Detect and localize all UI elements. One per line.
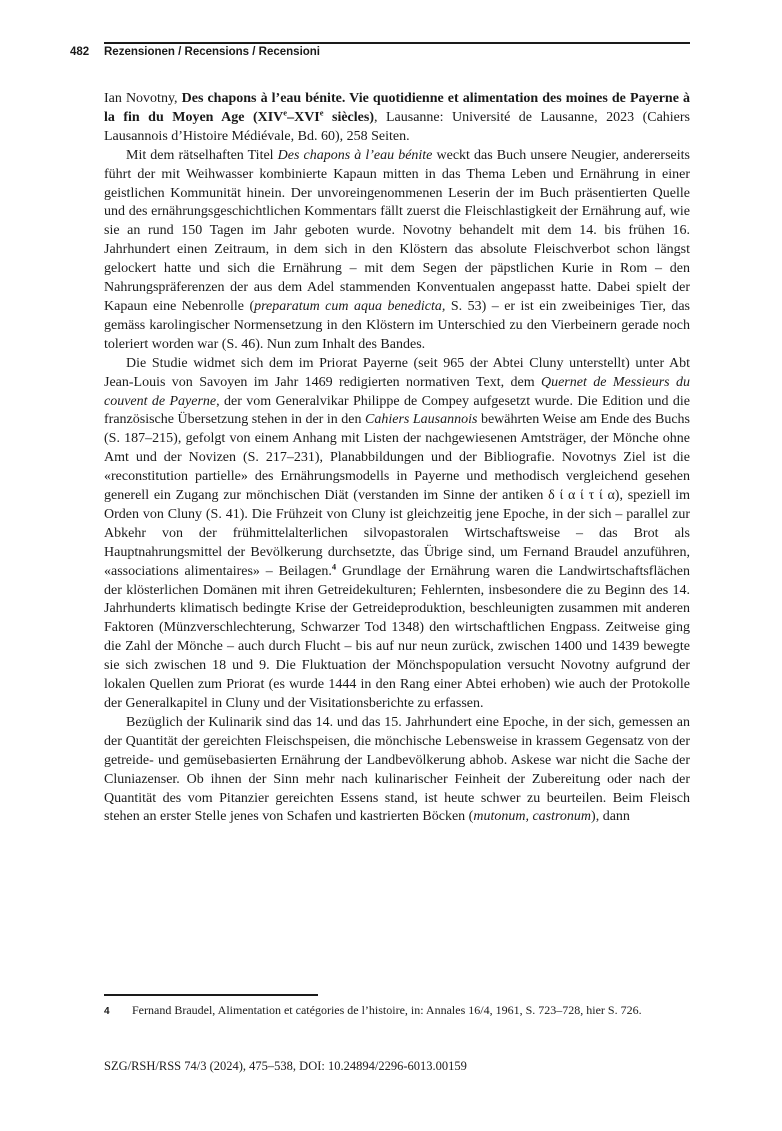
citation-details: , Lausanne: Université de Lausanne, 2023 (Cahiers Lausannois d’Histoire Médiévale, Bd. 60), 258 Seiten. [104,109,690,144]
journal-footer: SZG/RSH/RSS 74/3 (2024), 475–538, DOI: 10.24894/2296-6013.00159 [104,1059,467,1073]
footnote-text: Fernand Braudel, Alimentation et catégories de l’histoire, in: Annales 16/4, 1961, S. 723–728, hier S. 726. [132,1003,642,1017]
citation-author: Ian Novotny, [104,91,178,106]
paragraph-1: Mit dem rätselhaften Titel Des chapons à l’eau bénite weckt das Buch unsere Neugier, andererseits führt der mit Weihwasser kombinierte Kapaun mitten in das Thema Leben und Ernährung in einer geistlichen Kommunität hinein. Der unvoreingenommenen Leserin der im Buch präsentierten Quelle und des ernährungsgeschichtlichen Kommentars fällt zuerst die Fleischlastigkeit der Ernährung auf, wie sie an rund 150 Tagen im Jahr geboten wurde. Novotny behandelt mit dem 14. bis frühen 16. Jahrhundert einen Zeitraum, in dem sich in den Klöstern das absolute Fleischverbot schon längst gelockert hatte und sich die Ernährung – mit dem Segen der päpstlichen Kurie in Rom – den Nahrungspräferenzen der aus dem Adel stammenden Konventualen angepasst hatte. Dabei spielt der Kapaun eine Nebenrolle (preparatum cum aqua benedicta, S. 53) – er ist ein zweibeiniges Tier, das gemäss karolingischer Normensetzung in den Klöstern im Unterschied zu den Vierbeinern gerade noch toleriert worden war (S. 46). Nun zum Inhalt des Bandes. [104,147,690,352]
header-rule [104,42,690,44]
citation [104,90,690,147]
paragraph-3: Bezüglich der Kulinarik sind das 14. und das 15. Jahrhundert eine Epoche, in der sich, gemessen an der Quantität der gereichten Fleischspeisen, die mönchische Lebensweise in krassem Gegensatz von der getreide- und gemüsebasierten Ernährung der Landbevölkerung abhob. Askese war nicht die Sache der Cluniazenser. Ob ihnen der Sinn mehr nach kulinarischer Feinheit der Zubereitung oder nach der Quantität des vom Pitanzier gereichten Essens stand, ist heute schwer zu beurteilen. Beim Fleisch stehen an erster Stelle jenes von Schafen und kastrierten Böcken (mutonum, castronum), dann [104,714,690,825]
paragraph-2: Die Studie widmet sich dem im Priorat Payerne (seit 965 der Abtei Cluny unterstellt) unter Abt Jean-Louis von Savoyen im Jahr 1469 redigierten normativen Text, dem Quernet de Messieurs du couvent de Payerne, der vom Generalvikar Philippe de Compey aufgesetzt wurde. Die Edition und die französische Übersetzung stehen in der in den Cahiers Lausannois bewährten Weise am Ende des Buchs (S. 187–215), gefolgt von einem Anhang mit Listen der nachgewiesenen Amtsträger, der Mönche ohne Amt und der Novizen (S. 217–231), Planabbildungen und der Bibliografie. Novotnys Ziel ist die «reconstitution partielle» des Ernährungsmodells in Payerne und methodisch vergleichend gesehen generell ein Zugang zur mönchischen Diät (verstanden im Sinne der antiken δ ί α ί τ ί α), speziell im Orden von Cluny (S. 41). Die Frühzeit von Cluny ist gleichzeitig jene Epoche, in der sich – parallel zur Abkehr von der frühmittelalterlichen silvopastoralen Wirtschaftsweise – das Brot als Hauptnahrungsmittel der Bevölkerung durchsetzte, das Übrige sind, um Fernand Braudel anzuführen, «associations alimentaires» – Beilagen.$^4$ Grundlage der Ernährung waren die Landwirtschaftsflächen der klösterlichen Domänen mit ihren Getreidekulturen; Fehlernten, insbesondere die zu Beginn des 14. Jahrhunderts klimatisch bedingte Krise der Getreideproduktion, beschleunigten zusammen mit anderen Faktoren (Münzverschlechterung, Schwarzer Tod 1348) den wirtschaftlichen Engpass. Zeitweise ging die Zahl der Mönche – auch durch Flucht – bis auf nur neun zurück, zwischen 1400 und 1439 bewegte sie sich zwischen 18 und 9. Die Fluktuation der Mönchspopulation versucht Novotny aufgrund der lokalen Quellen zum Priorat (es wurde 1444 in den Rang einer Abtei erhoben) wie auch der Protokolle der Generalkapitel in Cluny und der Visitationsberichte zu erfassen. [104,355,691,711]
footnote-rule [104,994,318,996]
footnote-ref[interactable]: 4 [331,561,337,571]
footnote-number: 4 [104,1006,110,1017]
footnote [104,1002,690,1021]
book-title: Des chapons à l’eau bénite. Vie quotidienne et alimentation des moines de Payerne à la fin du Moyen Age (XIVe–XVIe siècles) [104,91,690,125]
review-body [104,90,690,827]
page-number: 482 [70,46,90,58]
running-head [70,46,320,58]
section-title: Rezensionen / Recensions / Recensioni [104,46,321,58]
